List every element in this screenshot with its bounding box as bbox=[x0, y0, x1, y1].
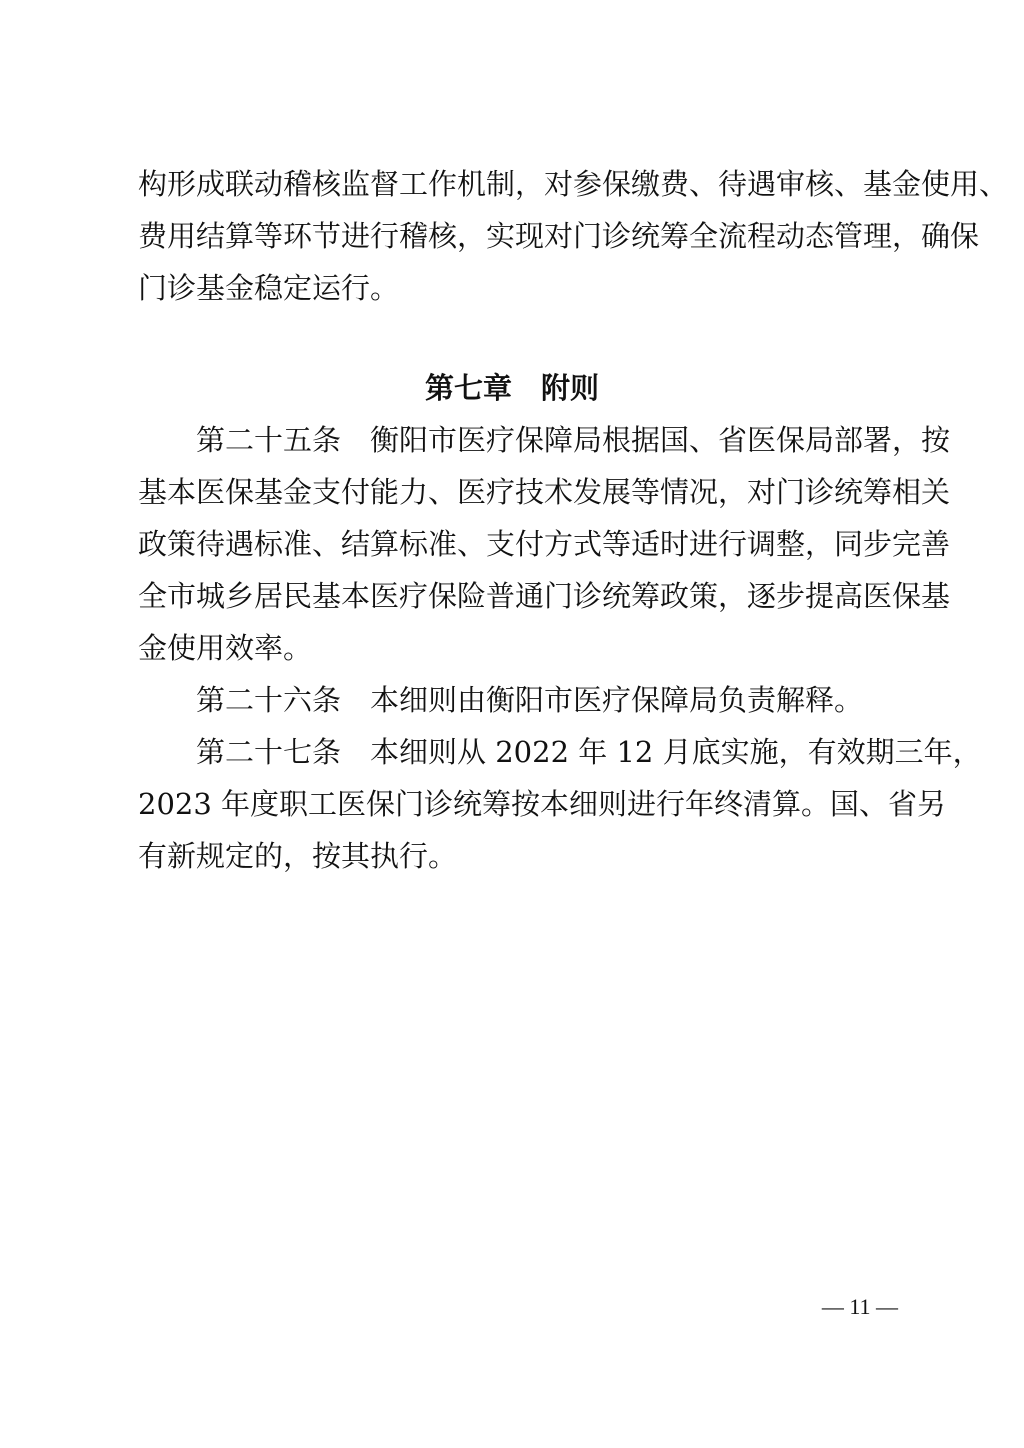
paragraph-line: 全市城乡居民基本医疗保险普通门诊统筹政策，逐步提高医保基 bbox=[138, 579, 951, 613]
chapter-heading: 第七章 附则 bbox=[424, 371, 599, 405]
paragraph-line: 第二十六条 本细则由衡阳市医疗保障局负责解释。 bbox=[196, 683, 864, 717]
paragraph-line: 第二十七条 本细则从 2022 年 12 月底实施，有效期三年， bbox=[196, 735, 982, 769]
paragraph-line: 构形成联动稽核监督工作机制，对参保缴费、待遇审核、基金使用、 bbox=[138, 167, 1009, 201]
paragraph-line: 费用结算等环节进行稽核，实现对门诊统筹全流程动态管理，确保 bbox=[138, 219, 980, 253]
paragraph-line: 基本医保基金支付能力、医疗技术发展等情况，对门诊统筹相关 bbox=[138, 475, 951, 509]
paragraph-line: 金使用效率。 bbox=[138, 631, 313, 665]
paragraph-line: 2023 年度职工医保门诊统筹按本细则进行年终清算。国、省另 bbox=[138, 787, 947, 821]
paragraph-line: 门诊基金稳定运行。 bbox=[138, 271, 400, 305]
paragraph-line: 有新规定的，按其执行。 bbox=[138, 839, 458, 873]
paragraph-line: 政策待遇标准、结算标准、支付方式等适时进行调整，同步完善 bbox=[138, 527, 951, 561]
paragraph-line: 第二十五条 衡阳市医疗保障局根据国、省医保局部署，按 bbox=[196, 423, 951, 457]
page-number: — 11 — bbox=[821, 1294, 898, 1319]
